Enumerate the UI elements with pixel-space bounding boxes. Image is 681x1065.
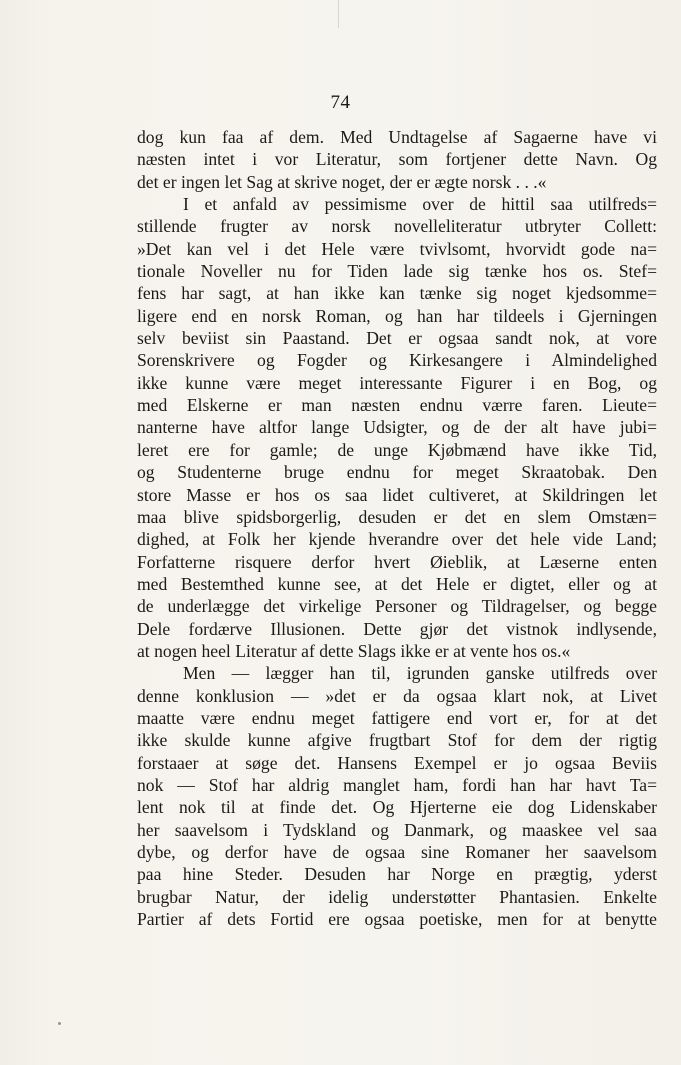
text-line: paa hine Steder. Desuden har Norge en prægtig, yderst <box>137 864 657 885</box>
text-line: Dele fordærve Illusionen. Dette gjør det vistnok indlysende, <box>137 618 657 639</box>
text-line: store Masse er hos os saa lidet cultiveret, at Skildringen let <box>137 484 657 505</box>
text-line: maatte være endnu meget fattigere end vort er, for at det <box>137 707 657 728</box>
text-line: Men — lægger han til, igrunden ganske utilfreds over <box>183 663 657 684</box>
text-line: Sorenskrivere og Fogder og Kirkesangere i Almindelighed <box>137 350 657 371</box>
text-line: at nogen heel Literatur af dette Slags ikke er at vente hos os.« <box>137 640 571 661</box>
text-line: og Studenterne bruge endnu for meget Skraatobak. Den <box>137 462 657 483</box>
text-line: denne konklusion — »det er da ogsaa klart nok, at Livet <box>137 685 657 706</box>
text-line: med Elskerne er man næsten endnu værre faren. Lieute= <box>137 395 657 416</box>
text-line: nok — Stof har aldrig manglet ham, fordi han har havt Ta= <box>137 774 657 795</box>
text-line: ligere end en norsk Roman, og han har tildeels i Gjerningen <box>137 305 657 326</box>
text-line: det er ingen let Sag at skrive noget, der er ægte norsk . . .« <box>137 171 547 192</box>
body-text <box>137 126 657 930</box>
page-crease <box>338 0 339 28</box>
text-line: næsten intet i vor Literatur, som fortjener dette Navn. Og <box>137 149 657 170</box>
text-line: Forfatterne risquere derfor hvert Øieblik, at Læserne enten <box>137 551 657 572</box>
text-line: maa blive spidsborgerlig, desuden er det en slem Omstæn= <box>137 506 657 527</box>
text-line: her saavelsom i Tydskland og Danmark, og maaskee vel saa <box>137 819 657 840</box>
text-line: leret ere for gamle; de unge Kjøbmænd have ikke Tid, <box>137 439 657 460</box>
text-line: »Det kan vel i det Hele være tvivlsomt, hvorvidt gode na= <box>137 238 657 259</box>
text-line: selv beviist sin Paastand. Det er ogsaa sandt nok, at vore <box>137 328 657 349</box>
text-line: dybe, og derfor have de ogsaa sine Romaner her saavelsom <box>137 842 657 862</box>
text-line: lent nok til at finde det. Og Hjerterne eie dog Lidenskaber <box>137 797 657 818</box>
text-line: nanterne have altfor lange Udsigter, og de der alt have jubi= <box>137 417 657 438</box>
text-line: forstaaer at søge det. Hansens Exempel er jo ogsaa Beviis <box>137 752 657 773</box>
text-line: med Bestemthed kunne see, at det Hele er digtet, eller og at <box>137 573 657 594</box>
text-line: tionale Noveller nu for Tiden lade sig tænke hos os. Stef= <box>137 261 657 282</box>
paper-speck <box>58 1022 61 1025</box>
page-number: 74 <box>330 92 351 113</box>
text-line: ikke skulde kunne afgive frugtbart Stof for dem der rigtig <box>137 730 657 751</box>
text-line: ikke kunne være meget interessante Figurer i en Bog, og <box>137 372 657 393</box>
text-line: dighed, at Folk her kjende hverandre over det hele vide Land; <box>137 529 657 550</box>
text-line: stillende frugter av norsk novelleliteratur utbryter Collett: <box>137 216 657 237</box>
text-line: dog kun faa af dem. Med Undtagelse af Sagaerne have vi <box>137 127 657 147</box>
text-line: fens har sagt, at han ikke kan tænke sig noget kjedsomme= <box>137 283 657 304</box>
text-line: I et anfald av pessimisme over de hittil saa utilfreds= <box>183 194 657 215</box>
text-line: de underlægge det virkelige Personer og Tildragelser, og begge <box>137 596 657 617</box>
text-line: brugbar Natur, der idelig understøtter Phantasien. Enkelte <box>137 886 657 907</box>
text-line: Partier af dets Fortid ere ogsaa poetiske, men for at benytte <box>137 909 657 930</box>
